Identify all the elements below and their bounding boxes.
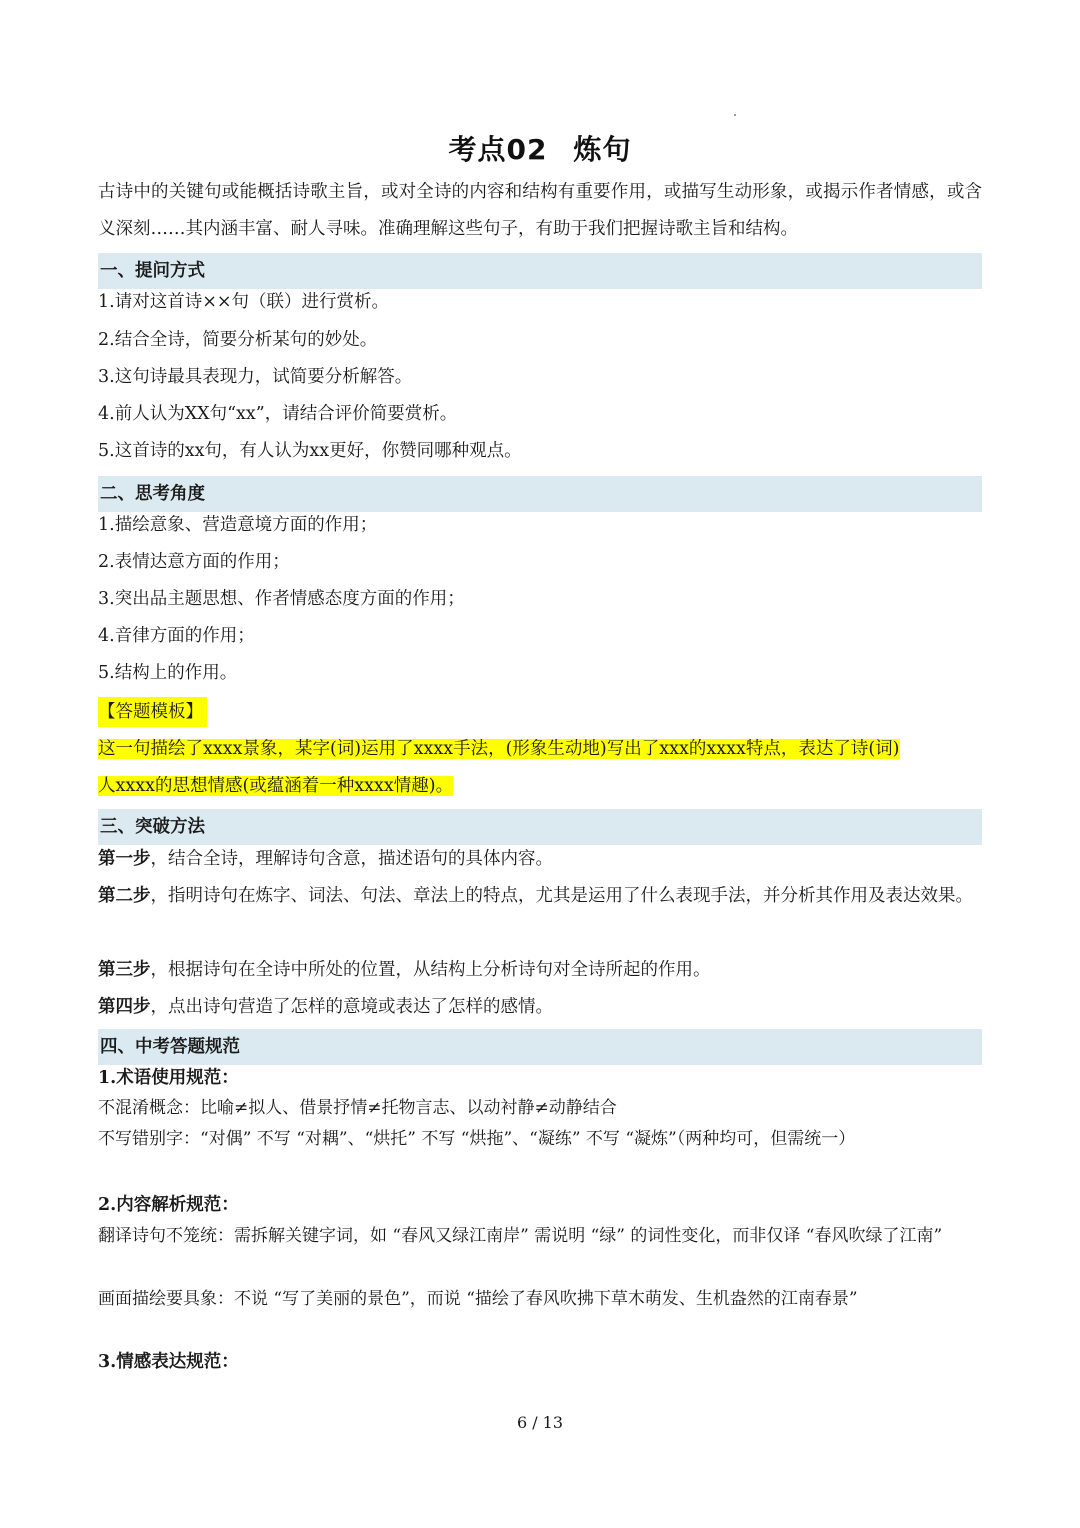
- angle-item: 5.结构上的作用。: [98, 663, 238, 683]
- step-text: ，点出诗句营造了怎样的意境或表达了怎样的感情。: [150, 997, 553, 1017]
- answer-template-line: 这一句描绘了xxxx景象，某字(词)运用了xxxx手法，(形象生动地)写出了xxx的xxxx特点，表达了诗(词): [98, 739, 900, 759]
- step-label: 第三步: [98, 960, 151, 980]
- question-item: 1.请对这首诗××句（联）进行赏析。: [98, 292, 390, 312]
- method-step: [98, 878, 982, 915]
- angle-item: 1.描绘意象、营造意境方面的作用；: [98, 515, 378, 535]
- method-step: [98, 841, 982, 878]
- step-label: 第一步: [98, 849, 151, 869]
- section-heading-angles: 二、思考角度: [98, 476, 982, 512]
- question-item: 2.结合全诗，简要分析某句的妙处。: [98, 330, 378, 350]
- step-label: 第四步: [98, 997, 151, 1017]
- section-heading-questions: 一、提问方式: [98, 253, 982, 289]
- norm-subtitle: 3.情感表达规范：: [98, 1352, 239, 1372]
- angle-item: 3.突出品主题思想、作者情感态度方面的作用；: [98, 589, 465, 609]
- method-step: [98, 989, 982, 1026]
- step-label: 第二步: [98, 886, 151, 906]
- norm-subtitle: 1.术语使用规范：: [98, 1068, 239, 1088]
- norm-text: 不写错别字：“对偶” 不写 “对耦”、“烘托” 不写 “烘拖”、“凝练” 不写 “凝炼”（两种均可，但需统一）: [98, 1129, 856, 1149]
- question-item: 3.这句诗最具表现力，试简要分析解答。: [98, 367, 413, 387]
- answer-template-line: 人xxxx的思想情感(或蕴涵着一种xxxx情趣)。: [98, 776, 454, 796]
- question-item: 5.这首诗的xx句，有人认为xx更好，你赞同哪种观点。: [98, 441, 522, 461]
- scan-dot: [734, 114, 736, 116]
- angle-item: 4.音律方面的作用；: [98, 626, 255, 646]
- angle-item: 2.表情达意方面的作用；: [98, 552, 290, 572]
- page-number: 6 / 13: [516, 1413, 564, 1432]
- intro-paragraph: 古诗中的关键句或能概括诗歌主旨，或对全诗的内容和结构有重要作用，或描写生动形象，或揭示作者情感，或含义深刻……其内涵丰富、耐人寻味。准确理解这些句子，有助于我们把握诗歌主旨和结构。: [98, 182, 982, 239]
- step-text: ，结合全诗，理解诗句含意，描述语句的具体内容。: [150, 849, 553, 869]
- answer-template: [98, 731, 982, 805]
- question-item: 4.前人认为XX句“xx”，请结合评价简要赏析。: [98, 404, 458, 424]
- method-step: [98, 952, 982, 989]
- title-code: 考点02: [448, 133, 548, 166]
- norm-text: 翻译诗句不笼统：需拆解关键字词，如 “春风又绿江南岸” 需说明 “绿” 的词性变化，而非仅译 “春风吹绿了江南”: [98, 1226, 943, 1246]
- title-topic: 炼句: [573, 133, 632, 166]
- answer-template-label: 【答题模板】: [98, 697, 207, 727]
- norm-subtitle: 2.内容解析规范：: [98, 1195, 239, 1215]
- norm-text: 画面描绘要具象：不说 “写了美丽的景色”，而说 “描绘了春风吹拂下草木萌发、生机盎然的江南春景”: [98, 1289, 858, 1309]
- step-text: ，指明诗句在炼字、词法、句法、章法上的特点，尤其是运用了什么表现手法，并分析其作用及表达效果。: [150, 886, 973, 906]
- step-text: ，根据诗句在全诗中所处的位置，从结构上分析诗句对全诗所起的作用。: [150, 960, 711, 980]
- page-title: [98, 128, 982, 168]
- section-heading-norms: 四、中考答题规范: [98, 1029, 982, 1065]
- norm-text: 不混淆概念：比喻≠拟人、借景抒情≠托物言志、以动衬静≠动静结合: [98, 1098, 617, 1118]
- section-heading-methods: 三、突破方法: [98, 809, 982, 845]
